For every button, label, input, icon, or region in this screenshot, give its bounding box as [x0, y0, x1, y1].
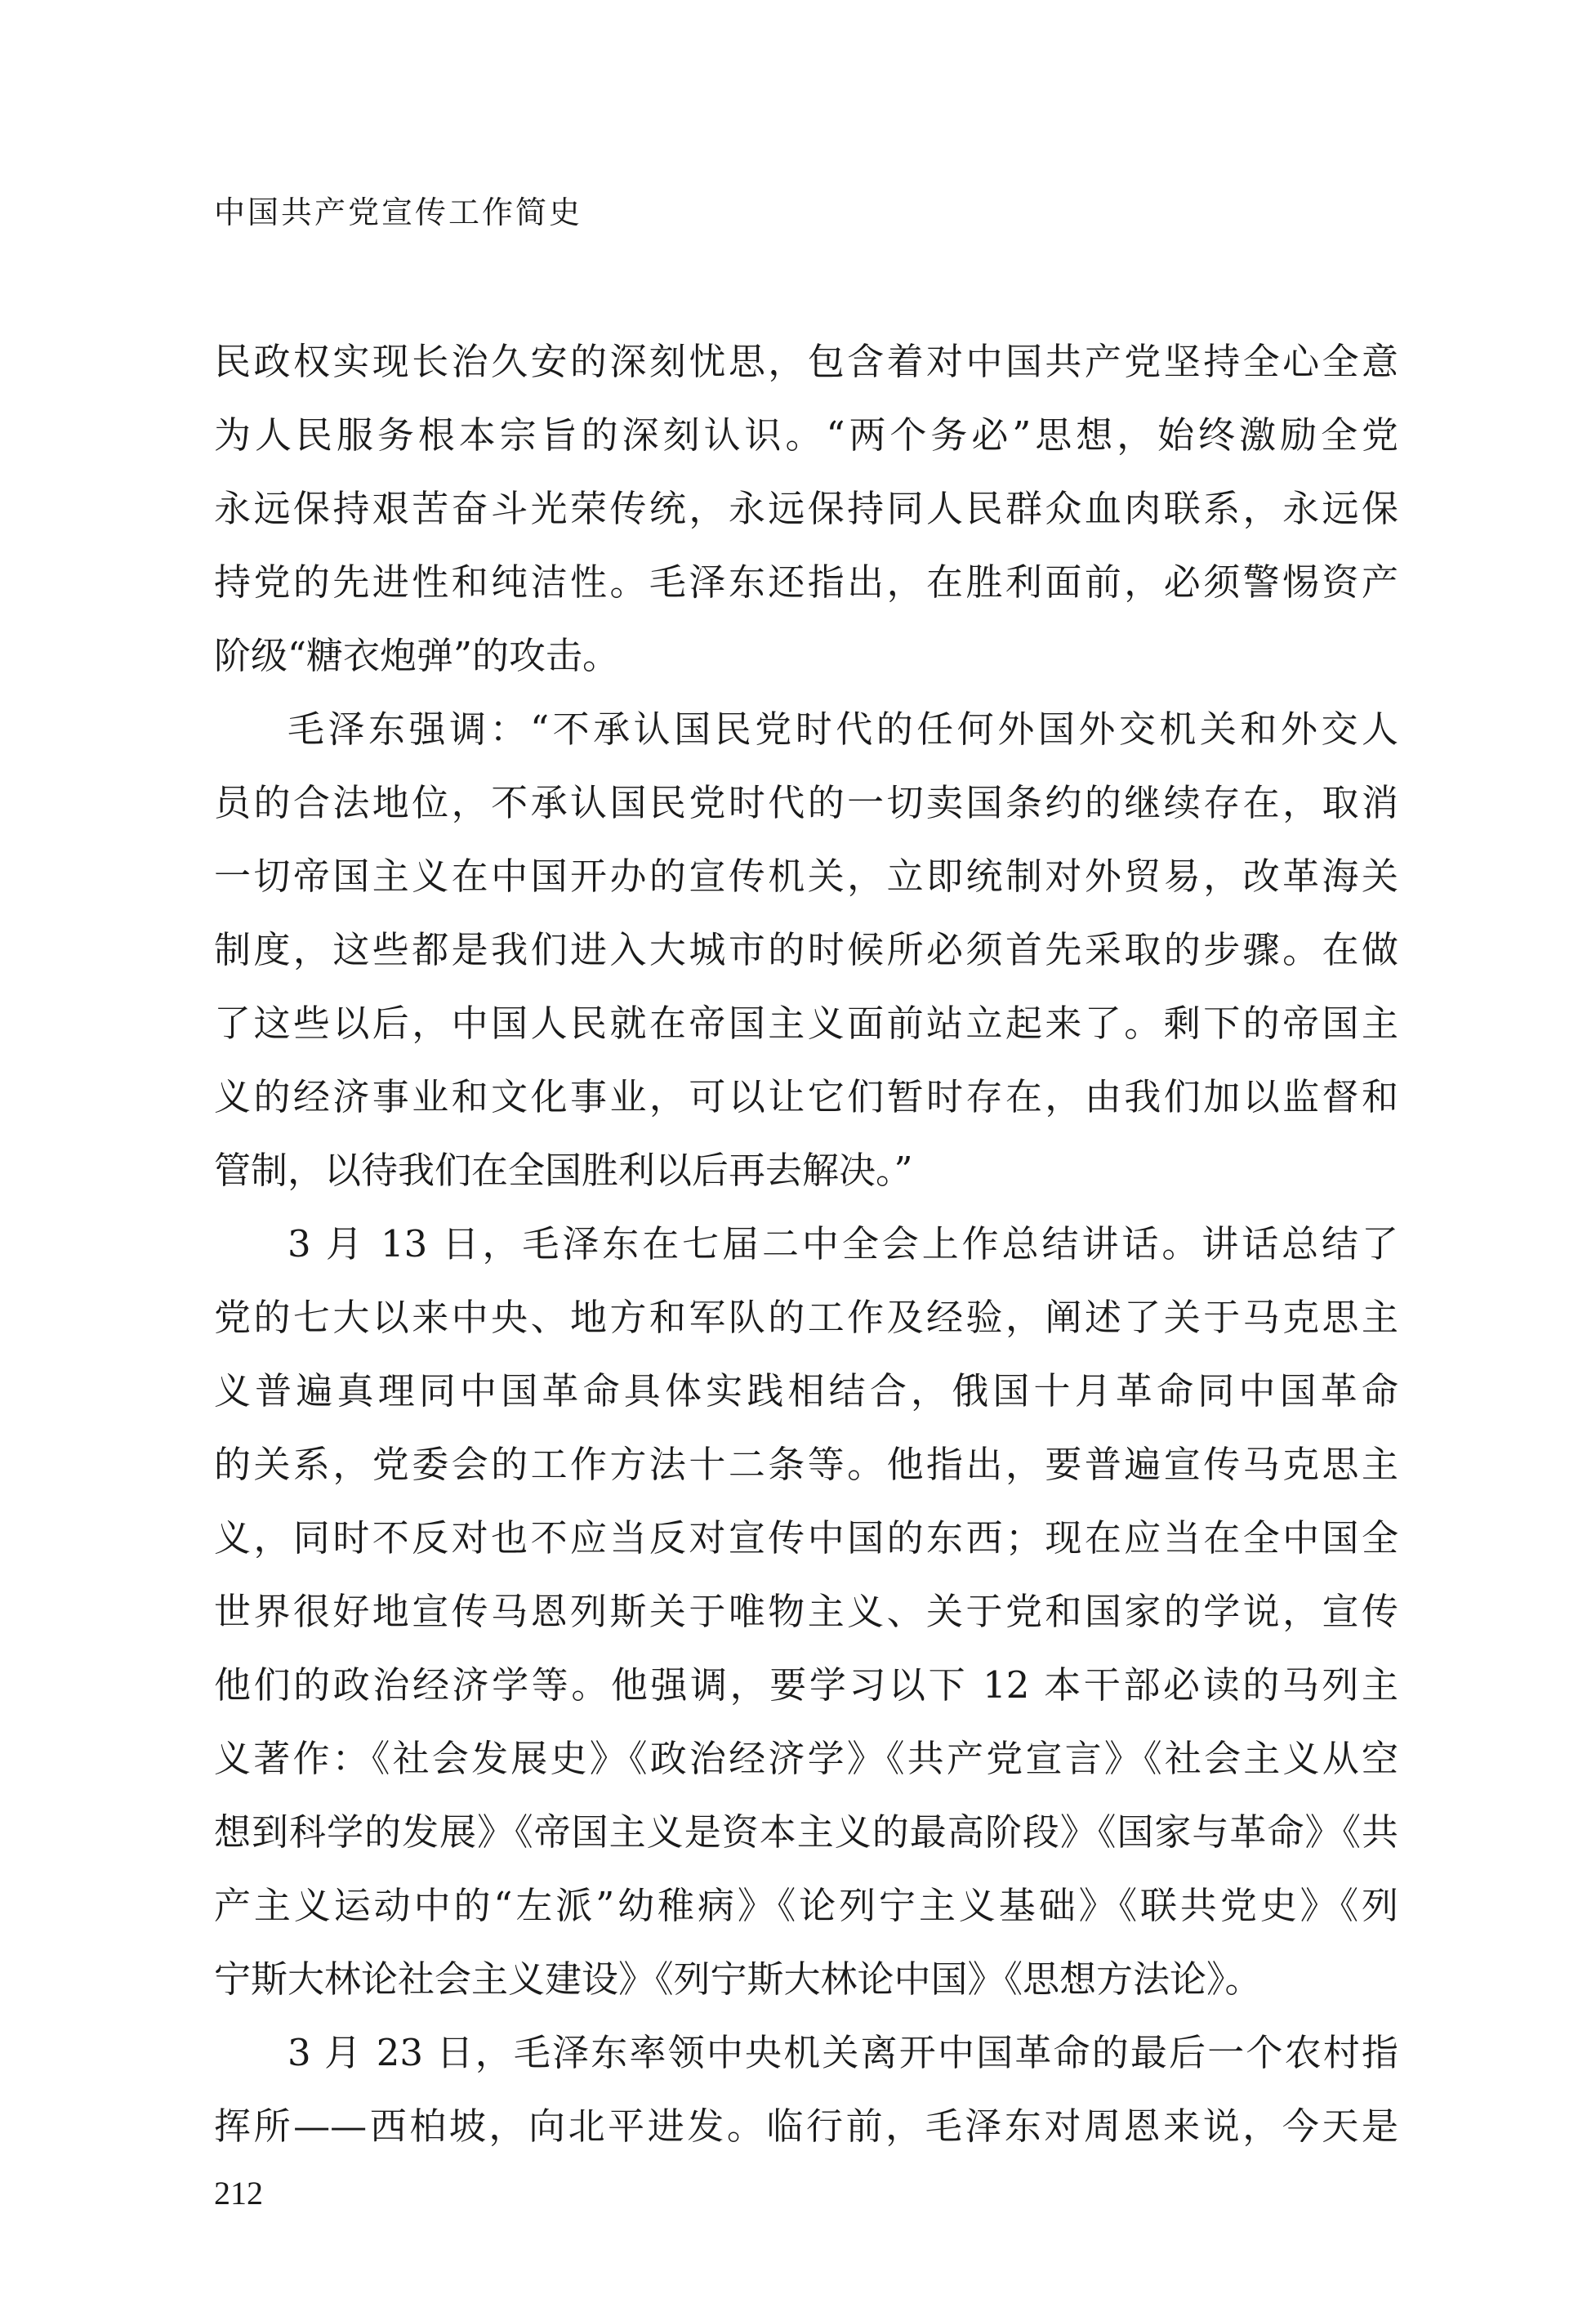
text-line: 了这些以后，中国人民就在帝国主义面前站立起来了。剩下的帝国主 — [214, 1002, 1398, 1045]
paragraph-first-line: 毛泽东强调：“不承认国民党时代的任何外国外交机关和外交人 — [288, 707, 1398, 751]
text-line: 义的经济事业和文化事业，可以让它们暂时存在，由我们加以监督和 — [214, 1075, 1398, 1118]
text-line: 的关系，党委会的工作方法十二条等。他指出，要普遍宣传马克思主 — [214, 1443, 1398, 1486]
text-line: 宁斯大林论社会主义建设》《列宁斯大林论中国》《思想方法论》。 — [214, 1957, 1262, 2001]
text-line: 民政权实现长治久安的深刻忧思，包含着对中国共产党坚持全心全意 — [214, 340, 1398, 383]
page-number: 212 — [214, 2175, 263, 2212]
text-line: 管制，以待我们在全国胜利以后再去解决。” — [214, 1149, 913, 1192]
paragraph-first-line: 3 月 23 日，毛泽东率领中央机关离开中国革命的最后一个农村指 — [288, 2031, 1398, 2074]
text-line: 阶级“糖衣炮弹”的攻击。 — [214, 634, 620, 677]
text-line: 他们的政治经济学等。他强调，要学习以下 12 本干部必读的马列主 — [214, 1663, 1398, 1707]
text-line: 想到科学的发展》《帝国主义是资本主义的最高阶段》《国家与革命》《共 — [214, 1810, 1398, 1854]
text-line: 产主义运动中的“左派”幼稚病》《论列宁主义基础》《联共党史》《列 — [214, 1884, 1398, 1927]
text-line: 员的合法地位，不承认国民党时代的一切卖国条约的继续存在，取消 — [214, 781, 1398, 824]
running-header: 中国共产党宣传工作简史 — [214, 194, 583, 230]
text-line: 挥所——西柏坡，向北平进发。临行前，毛泽东对周恩来说，今天是 — [214, 2104, 1398, 2148]
text-line: 持党的先进性和纯洁性。毛泽东还指出，在胜利面前，必须警惕资产 — [214, 560, 1398, 604]
text-line: 义，同时不反对也不应当反对宣传中国的东西；现在应当在全中国全 — [214, 1516, 1398, 1560]
body-text — [214, 325, 1398, 2163]
text-line: 为人民服务根本宗旨的深刻认识。“两个务必”思想，始终激励全党 — [214, 413, 1398, 457]
text-line: 党的七大以来中央、地方和军队的工作及经验，阐述了关于马克思主 — [214, 1296, 1398, 1339]
text-line: 永远保持艰苦奋斗光荣传统，永远保持同人民群众血肉联系，永远保 — [214, 487, 1398, 530]
text-line: 义普遍真理同中国革命具体实践相结合，俄国十月革命同中国革命 — [214, 1369, 1398, 1413]
text-line: 义著作：《社会发展史》《政治经济学》《共产党宣言》《社会主义从空 — [214, 1737, 1398, 1780]
text-line: 世界很好地宣传马恩列斯关于唯物主义、关于党和国家的学说，宣传 — [214, 1590, 1398, 1633]
text-line: 制度，这些都是我们进入大城市的时候所必须首先采取的步骤。在做 — [214, 928, 1398, 971]
paragraph-first-line: 3 月 13 日，毛泽东在七届二中全会上作总结讲话。讲话总结了 — [288, 1222, 1398, 1265]
text-line: 一切帝国主义在中国开办的宣传机关，立即统制对外贸易，改革海关 — [214, 855, 1398, 898]
